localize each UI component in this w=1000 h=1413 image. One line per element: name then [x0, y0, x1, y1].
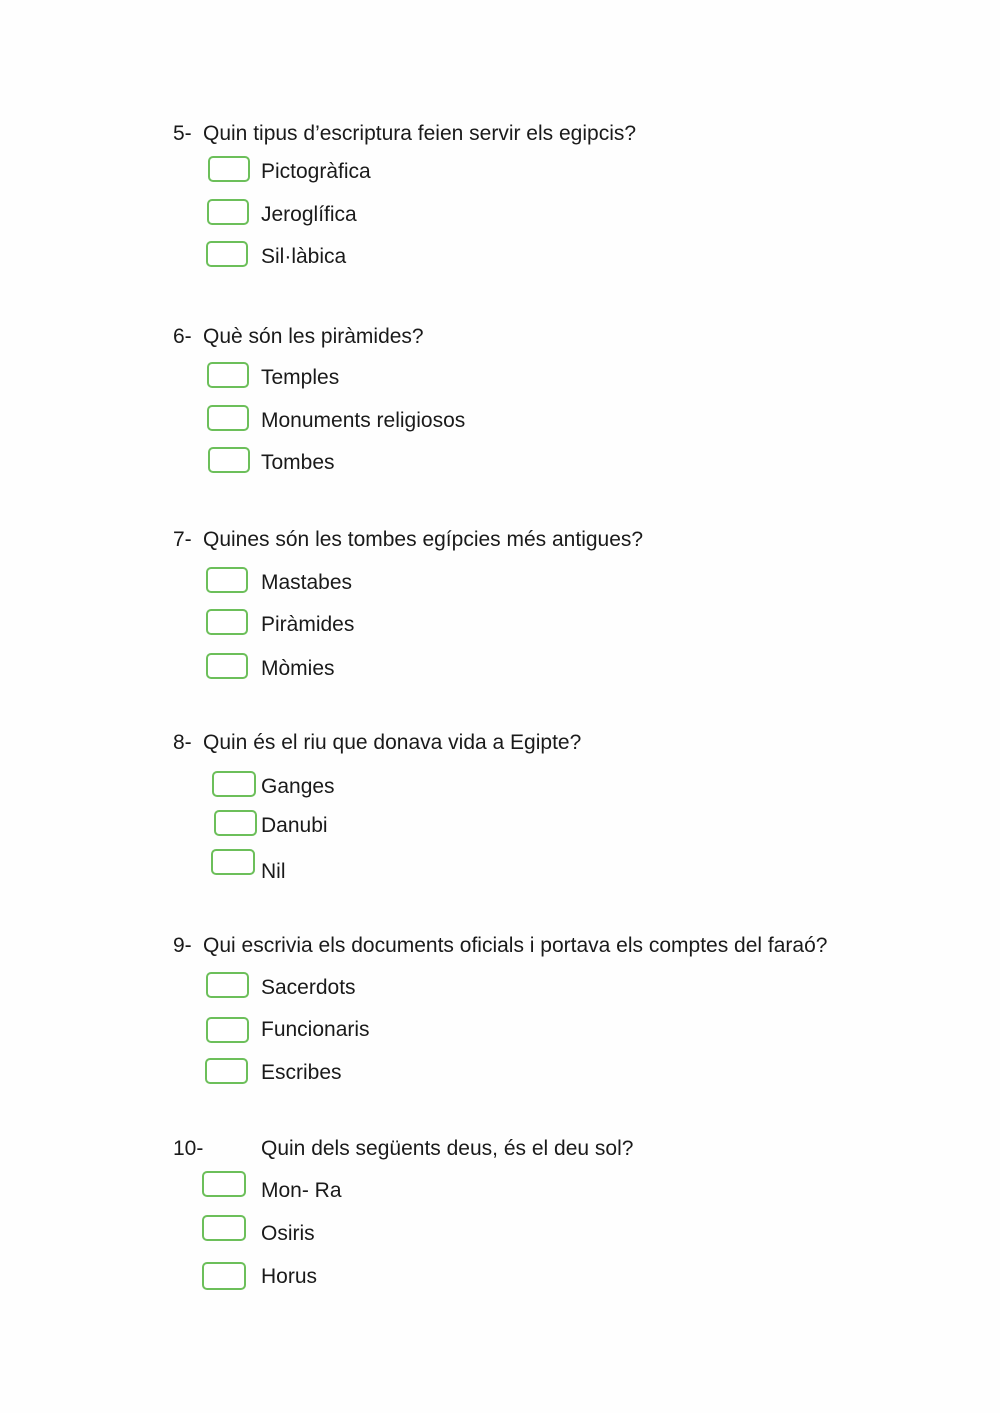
question-text: Quin dels següents deus, és el deu sol? [261, 1137, 634, 1160]
option-mon-ra [173, 1171, 773, 1201]
question-5-heading [173, 121, 933, 147]
option-label: Escribes [261, 1061, 342, 1084]
option-horus [173, 1262, 773, 1292]
answer-checkbox[interactable] [202, 1171, 246, 1197]
option-nil [173, 849, 773, 883]
option-label: Mastabes [261, 571, 353, 594]
question-8 [173, 730, 933, 883]
option-label: Temples [261, 366, 340, 389]
option-label: Jeroglífica [261, 203, 357, 226]
option-danubi [173, 810, 773, 840]
option-monuments-religiosos [173, 405, 773, 435]
question-text: Qui escrivia els documents oficials i portava els comptes del faraó? [203, 934, 828, 957]
question-10 [173, 1136, 933, 1288]
option-sacerdots [173, 972, 773, 1002]
option-jeroglifica [173, 199, 773, 229]
question-9-heading [173, 933, 933, 959]
answer-checkbox[interactable] [207, 199, 249, 225]
question-text: Quines són les tombes egípcies més antigues? [203, 528, 644, 551]
answer-checkbox[interactable] [206, 241, 248, 267]
question-number: 8- [173, 731, 192, 754]
option-label: Piràmides [261, 613, 355, 636]
option-label: Sil·làbica [261, 245, 347, 268]
question-10-heading [173, 1136, 933, 1162]
option-pictografica [173, 156, 773, 186]
question-number: 6- [173, 325, 192, 348]
answer-checkbox[interactable] [211, 849, 255, 875]
answer-checkbox[interactable] [207, 362, 249, 388]
question-7 [173, 527, 933, 680]
question-6-heading [173, 324, 933, 350]
question-9 [173, 933, 933, 1084]
option-tombes [173, 447, 773, 477]
answer-checkbox[interactable] [202, 1262, 246, 1290]
option-label: Sacerdots [261, 976, 356, 999]
answer-checkbox[interactable] [206, 1017, 249, 1043]
option-ganges [173, 771, 773, 801]
option-label: Tombes [261, 451, 335, 474]
question-text: Quin és el riu que donava vida a Egipte? [203, 731, 582, 754]
answer-checkbox[interactable] [206, 972, 249, 998]
answer-checkbox[interactable] [205, 1058, 248, 1084]
option-label: Ganges [261, 775, 335, 798]
option-osiris [173, 1215, 773, 1245]
option-label: Danubi [261, 814, 328, 837]
option-mastabes [173, 567, 773, 597]
option-label: Funcionaris [261, 1018, 370, 1041]
option-label: Osiris [261, 1222, 315, 1245]
option-label: Monuments religiosos [261, 409, 466, 432]
option-label: Mòmies [261, 657, 335, 680]
answer-checkbox[interactable] [214, 810, 257, 836]
question-number: 9- [173, 934, 192, 957]
answer-checkbox[interactable] [206, 653, 248, 679]
answer-checkbox[interactable] [212, 771, 256, 797]
question-7-heading [173, 527, 933, 553]
question-text: Quin tipus d’escriptura feien servir els egipcis? [203, 122, 637, 145]
answer-checkbox[interactable] [207, 405, 249, 431]
option-piramides [173, 609, 773, 639]
question-5 [173, 121, 933, 268]
answer-checkbox[interactable] [202, 1215, 246, 1241]
question-text: Què són les piràmides? [203, 325, 424, 348]
option-label: Pictogràfica [261, 160, 371, 183]
answer-checkbox[interactable] [208, 156, 250, 182]
question-6 [173, 324, 933, 474]
option-funcionaris [173, 1017, 773, 1047]
option-label: Horus [261, 1265, 318, 1288]
question-number: 5- [173, 122, 192, 145]
option-sillabica [173, 241, 773, 271]
option-temples [173, 362, 773, 392]
question-number: 7- [173, 528, 192, 551]
answer-checkbox[interactable] [206, 567, 248, 593]
option-label: Mon- Ra [261, 1179, 342, 1202]
option-escribes [173, 1058, 773, 1088]
question-8-heading [173, 730, 933, 756]
answer-checkbox[interactable] [206, 609, 248, 635]
option-label: Nil [261, 860, 286, 883]
answer-checkbox[interactable] [208, 447, 250, 473]
option-momies [173, 653, 773, 683]
question-number: 10- [173, 1137, 204, 1160]
